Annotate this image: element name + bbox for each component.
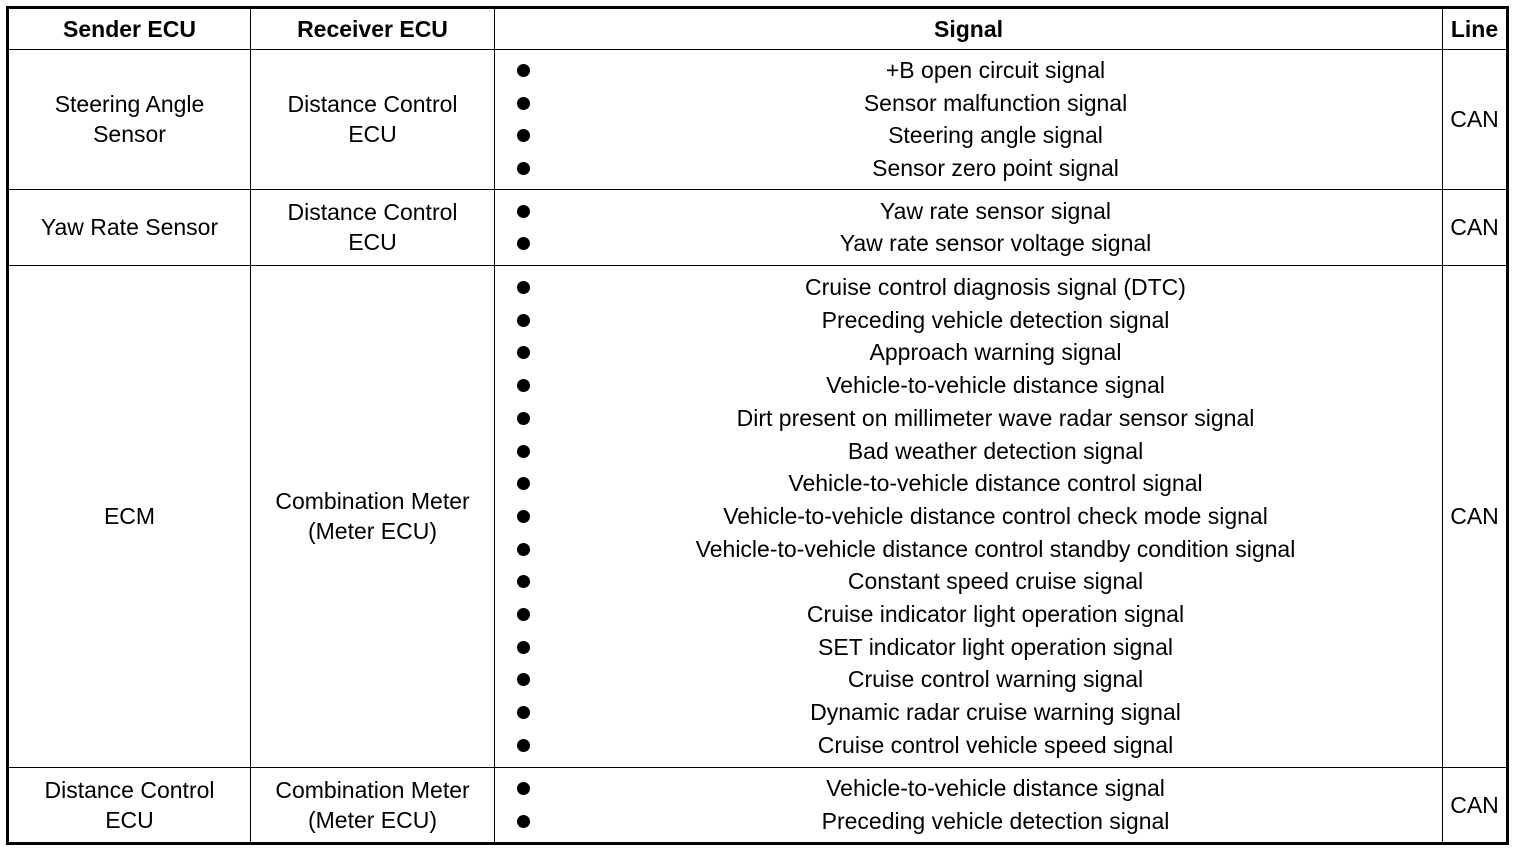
- bullet-icon: [517, 346, 530, 359]
- table-row: [8, 50, 1508, 190]
- receiver-cell: [251, 50, 495, 190]
- signal-text: Dirt present on millimeter wave radar sensor signal: [736, 404, 1255, 431]
- sender-line: Distance Control: [44, 776, 215, 803]
- signal-item: [517, 152, 1442, 185]
- bullet-icon: [517, 281, 530, 294]
- signal-item: [517, 533, 1442, 566]
- signal-text: Dynamic radar cruise warning signal: [810, 699, 1181, 726]
- bullet-icon: [517, 641, 530, 654]
- table-row: [8, 265, 1508, 767]
- signal-item: [517, 772, 1442, 805]
- header-line: Line: [1443, 8, 1508, 50]
- header-receiver: Receiver ECU: [251, 8, 495, 50]
- signal-item: [517, 87, 1442, 120]
- line-cell: CAN: [1443, 265, 1508, 767]
- signal-item: [517, 304, 1442, 337]
- receiver-line: ECU: [348, 121, 397, 148]
- sender-cell: [8, 265, 251, 767]
- bullet-icon: [517, 510, 530, 523]
- signal-item: [517, 565, 1442, 598]
- bullet-icon: [517, 64, 530, 77]
- signal-text: Vehicle-to-vehicle distance control signal: [788, 470, 1203, 497]
- signal-text: Cruise indicator light operation signal: [806, 601, 1185, 628]
- signal-text: Cruise control warning signal: [847, 666, 1144, 693]
- receiver-line: ECU: [348, 229, 397, 256]
- receiver-cell: [251, 265, 495, 767]
- bullet-icon: [517, 608, 530, 621]
- signal-text: Vehicle-to-vehicle distance signal: [826, 372, 1165, 399]
- signal-text: +B open circuit signal: [885, 57, 1106, 83]
- signal-text: Sensor malfunction signal: [863, 89, 1128, 116]
- bullet-icon: [517, 412, 530, 425]
- signal-item: [517, 729, 1442, 762]
- bullet-icon: [517, 205, 530, 218]
- receiver-line: Combination Meter: [275, 488, 470, 515]
- signal-text: Bad weather detection signal: [847, 437, 1144, 464]
- bullet-icon: [517, 815, 530, 828]
- signal-text: Vehicle-to-vehicle distance control check mode signal: [723, 502, 1268, 529]
- header-signal: Signal: [495, 8, 1443, 50]
- signal-cell: [495, 189, 1443, 265]
- signal-item: [517, 119, 1442, 152]
- header-sender: Sender ECU: [8, 8, 251, 50]
- receiver-line: Distance Control: [287, 199, 458, 226]
- signal-item: [517, 336, 1442, 369]
- sender-line: Sensor: [93, 121, 166, 148]
- line-cell: CAN: [1443, 50, 1508, 190]
- sender-line: Steering Angle: [54, 91, 205, 118]
- header-row: [8, 8, 1508, 50]
- signal-text: SET indicator light operation signal: [817, 633, 1173, 660]
- bullet-icon: [517, 129, 530, 142]
- signal-text: Cruise control vehicle speed signal: [817, 731, 1174, 758]
- bullet-icon: [517, 739, 530, 752]
- bullet-icon: [517, 782, 530, 795]
- receiver-line: Distance Control: [287, 91, 458, 118]
- bullet-icon: [517, 162, 530, 175]
- table-row: [8, 767, 1508, 843]
- signal-item: [517, 54, 1442, 87]
- bullet-icon: [517, 314, 530, 327]
- signal-text: Steering angle signal: [888, 122, 1103, 149]
- bullet-icon: [517, 237, 530, 250]
- signal-item: [517, 500, 1442, 533]
- signal-table: [6, 6, 1509, 845]
- bullet-icon: [517, 575, 530, 588]
- line-cell: CAN: [1443, 189, 1508, 265]
- signal-text: Preceding vehicle detection signal: [821, 306, 1170, 333]
- receiver-line: (Meter ECU): [307, 518, 438, 545]
- bullet-icon: [517, 97, 530, 110]
- signal-item: [517, 631, 1442, 664]
- signal-item: [517, 227, 1442, 260]
- table-row: [8, 189, 1508, 265]
- signal-text: Preceding vehicle detection signal: [821, 807, 1170, 834]
- signal-item: [517, 598, 1442, 631]
- signal-list: [495, 768, 1442, 841]
- signal-list: [495, 50, 1442, 189]
- signal-text: Vehicle-to-vehicle distance control standby condition signal: [695, 535, 1296, 562]
- sender-line: Yaw Rate Sensor: [40, 214, 219, 241]
- sender-line: ECM: [103, 503, 156, 530]
- signal-item: [517, 663, 1442, 696]
- receiver-cell: [251, 189, 495, 265]
- signal-text: Sensor zero point signal: [872, 155, 1119, 182]
- signal-text: Yaw rate sensor signal: [880, 197, 1111, 224]
- signal-cell: [495, 50, 1443, 190]
- bullet-icon: [517, 477, 530, 490]
- signal-item: [517, 271, 1442, 304]
- signal-text: Yaw rate sensor voltage signal: [839, 230, 1152, 257]
- signal-text: Vehicle-to-vehicle distance signal: [826, 775, 1165, 802]
- bullet-icon: [517, 379, 530, 392]
- signal-cell: [495, 265, 1443, 767]
- receiver-line: (Meter ECU): [307, 806, 438, 833]
- signal-item: [517, 195, 1442, 228]
- sender-cell: [8, 50, 251, 190]
- bullet-icon: [517, 543, 530, 556]
- signal-item: [517, 805, 1442, 838]
- signal-list: [495, 191, 1442, 264]
- bullet-icon: [517, 706, 530, 719]
- signal-text: Cruise control diagnosis signal (DTC): [805, 274, 1186, 301]
- signal-list: [495, 267, 1442, 766]
- bullet-icon: [517, 445, 530, 458]
- signal-item: [517, 696, 1442, 729]
- signal-item: [517, 467, 1442, 500]
- sender-cell: [8, 767, 251, 843]
- bullet-icon: [517, 673, 530, 686]
- signal-item: [517, 369, 1442, 402]
- line-cell: CAN: [1443, 767, 1508, 843]
- signal-cell: [495, 767, 1443, 843]
- signal-text: Constant speed cruise signal: [847, 568, 1144, 595]
- receiver-cell: [251, 767, 495, 843]
- sender-line: ECU: [105, 806, 154, 833]
- receiver-line: Combination Meter: [275, 776, 470, 803]
- signal-item: [517, 435, 1442, 468]
- signal-text: Approach warning signal: [869, 339, 1122, 366]
- sender-cell: [8, 189, 251, 265]
- signal-item: [517, 402, 1442, 435]
